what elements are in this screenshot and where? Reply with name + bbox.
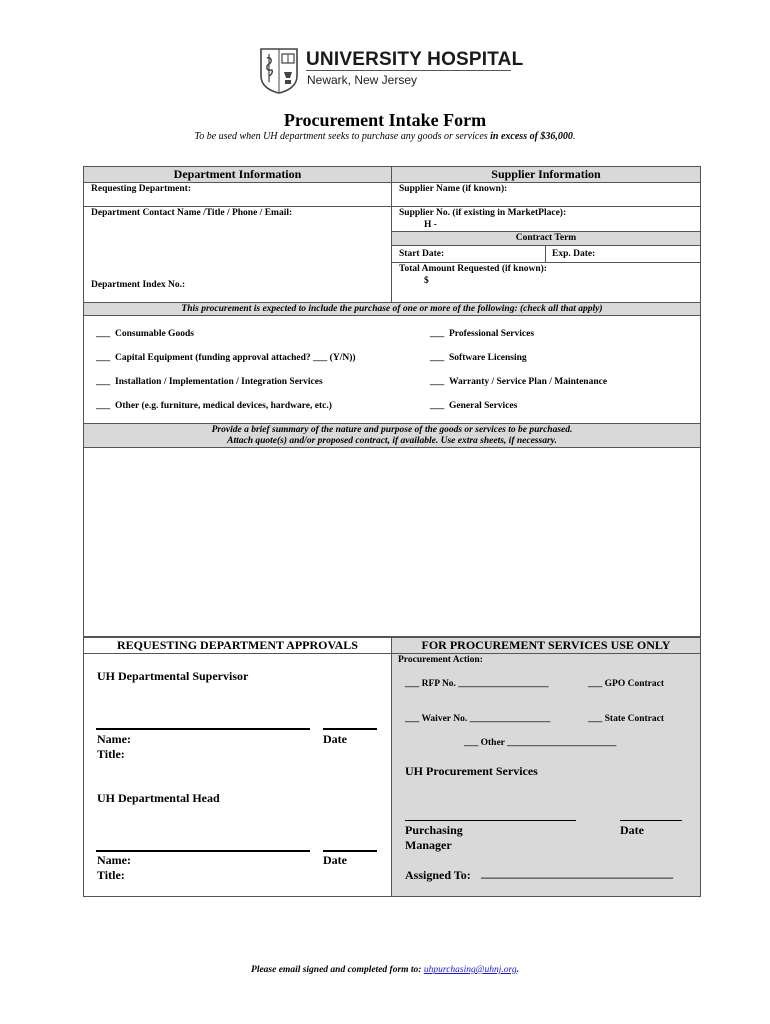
subtitle-text: To be used when UH department seeks to purchase any goods or services <box>194 131 491 142</box>
checkbox-professional-services[interactable] <box>430 329 534 339</box>
head-label: UH Departmental Head <box>97 791 220 805</box>
assigned-to-label: Assigned To: <box>405 868 471 882</box>
purchasing-manager-label-2: Manager <box>405 838 452 852</box>
form-title: Procurement Intake Form <box>283 110 487 130</box>
head-title-label: Title: <box>97 868 125 882</box>
head-date-label: Date <box>323 853 347 867</box>
option-label: General Services <box>449 401 518 411</box>
option-label: Capital Equipment (funding approval attached? ___ (Y/N)) <box>115 353 356 363</box>
head-date-line[interactable] <box>323 850 377 852</box>
checkbox-consumable-goods[interactable] <box>96 329 194 339</box>
purchasing-manager-label-1: Purchasing <box>405 823 463 837</box>
form-subtitle <box>0 131 770 142</box>
department-index-label: Department Index No.: <box>91 280 186 290</box>
procurement-action-label: Procurement Action: <box>398 655 483 665</box>
supplier-number-label: Supplier No. (if existing in MarketPlace): <box>399 208 567 218</box>
contract-term-divider <box>545 246 546 262</box>
head-signature-line[interactable] <box>96 850 310 852</box>
other-field[interactable]: ___ Other _______________________ <box>464 738 617 748</box>
checkbox-blank: ___ <box>430 353 445 363</box>
supervisor-signature-line[interactable] <box>96 728 310 730</box>
supervisor-date-line[interactable] <box>323 728 377 730</box>
supplier-row-line-2 <box>391 262 701 263</box>
checkbox-blank: ___ <box>96 401 111 411</box>
waiver-field[interactable]: ___ Waiver No. _________________ <box>405 714 551 724</box>
department-contact-label: Department Contact Name /Title / Phone / Email: <box>91 208 293 218</box>
org-name: UNIVERSITY HOSPITAL <box>306 49 524 70</box>
option-label: Professional Services <box>449 329 535 339</box>
university-hospital-logo-icon <box>258 46 300 94</box>
org-location: Newark, New Jersey <box>307 73 418 87</box>
currency-symbol: $ <box>424 276 429 286</box>
summary-textarea[interactable] <box>84 448 700 636</box>
checkbox-general-services[interactable] <box>430 401 517 411</box>
checkbox-capital-equipment[interactable] <box>96 353 356 363</box>
option-label: Installation / Implementation / Integration Services <box>115 377 323 387</box>
gpo-contract-option[interactable]: ___ GPO Contract <box>588 679 664 689</box>
checkbox-blank: ___ <box>96 329 111 339</box>
option-label: Other (e.g. furniture, medical devices, hardware, etc.) <box>115 401 332 411</box>
department-row-line <box>83 206 391 207</box>
checkbox-blank: ___ <box>430 377 445 387</box>
checkbox-blank: ___ <box>430 401 445 411</box>
manager-date-label: Date <box>620 823 644 837</box>
state-contract-option[interactable]: ___ State Contract <box>588 714 664 724</box>
supplier-name-label: Supplier Name (if known): <box>399 184 508 194</box>
rfp-field[interactable]: ___ RFP No. ___________________ <box>405 679 549 689</box>
supervisor-title-label: Title: <box>97 747 125 761</box>
email-link[interactable]: uhpurchasing@uhnj.org <box>423 965 517 975</box>
subtitle-end: . <box>572 131 576 142</box>
checkbox-software-licensing[interactable] <box>430 353 527 363</box>
option-label: Consumable Goods <box>115 329 194 339</box>
subtitle-threshold: in excess of $36,000 <box>490 131 573 142</box>
approvals-heading: REQUESTING DEPARTMENT APPROVALS <box>117 638 358 652</box>
option-label: Warranty / Service Plan / Maintenance <box>449 377 608 387</box>
contract-term-label: Contract Term <box>515 233 577 243</box>
total-amount-label: Total Amount Requested (if known): <box>399 264 547 274</box>
supervisor-label: UH Departmental Supervisor <box>97 669 249 683</box>
checkbox-blank: ___ <box>96 353 111 363</box>
requesting-department-label: Requesting Department: <box>91 184 192 194</box>
purchase-types-instruction: This procurement is expected to include the purchase of one or more of the following: (check all that apply) <box>181 304 603 314</box>
manager-date-line[interactable] <box>620 820 682 821</box>
checkbox-blank: ___ <box>430 329 445 339</box>
exp-date-label: Exp. Date: <box>552 249 596 259</box>
supplier-number-prefix: H - <box>424 220 437 230</box>
supervisor-date-label: Date <box>323 732 347 746</box>
footer-end: . <box>516 965 519 975</box>
approvals-header-line <box>83 653 701 654</box>
checkbox-warranty-service[interactable] <box>430 377 607 387</box>
manager-signature-line[interactable] <box>405 820 576 821</box>
head-name-label: Name: <box>97 853 131 867</box>
checkbox-other[interactable] <box>96 401 332 411</box>
footer-note <box>0 965 770 975</box>
option-label: Software Licensing <box>449 353 527 363</box>
department-info-heading: Department Information <box>173 167 302 181</box>
footer-text: Please email signed and completed form to: <box>251 965 424 975</box>
assigned-to-field[interactable]: ________________________________ <box>481 866 673 880</box>
summary-instruction-2: Attach quote(s) and/or proposed contract, if available. Use extra sheets, if necessary. <box>227 436 557 446</box>
supplier-row-line-1 <box>391 206 701 207</box>
checkbox-installation-services[interactable] <box>96 377 323 387</box>
supplier-info-heading: Supplier Information <box>491 167 601 181</box>
procurement-services-label: UH Procurement Services <box>405 764 538 778</box>
start-date-label: Start Date: <box>399 249 445 259</box>
procurement-heading: FOR PROCUREMENT SERVICES USE ONLY <box>421 638 671 652</box>
summary-instruction-1: Provide a brief summary of the nature and purpose of the goods or services to be purchased. <box>211 425 573 435</box>
checkbox-blank: ___ <box>96 377 111 387</box>
supervisor-name-label: Name: <box>97 732 131 746</box>
logo-divider <box>306 70 511 71</box>
